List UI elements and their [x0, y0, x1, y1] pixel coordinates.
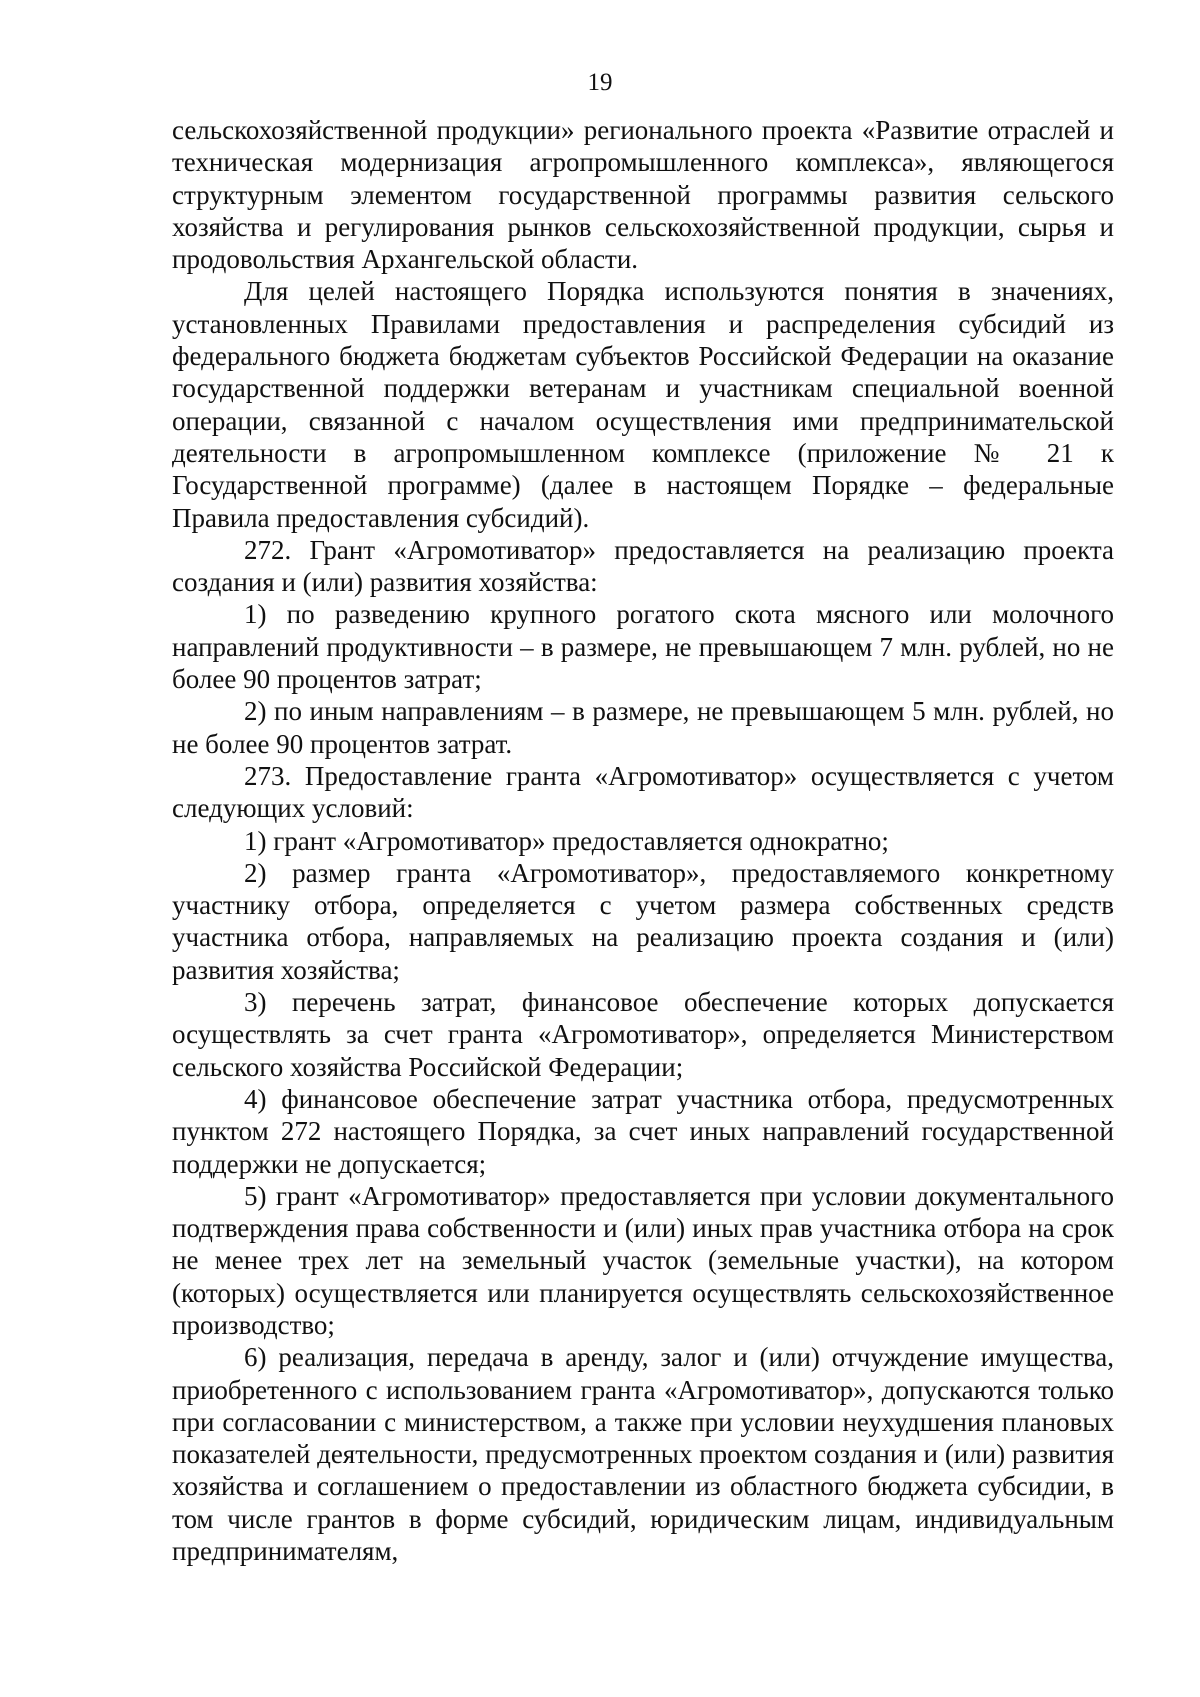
paragraph: 3) перечень затрат, финансовое обеспечение которых допускается осуществлять за счет гранта «Агромотиватор», определяется Министерством сельского хозяйства Российской Федерации; — [172, 987, 1114, 1082]
paragraph: 272. Грант «Агромотиватор» предоставляется на реализацию проекта создания и (или) развития хозяйства: — [172, 534, 1114, 598]
paragraph: 5) грант «Агромотиватор» предоставляется при условии документального подтверждения права собственности и (или) иных прав участника отбора на срок не менее трех лет на земельный участок (земельные участки), на котором (которых) осуществляется или планируется осуществлять сельскохозяйственное производство; — [172, 1180, 1114, 1340]
document-body — [172, 114, 1114, 1567]
paragraph: 2) по иным направлениям – в размере, не превышающем 5 млн. рублей, но не более 90 процентов затрат. — [172, 696, 1114, 759]
paragraph: Для целей настоящего Порядка используются понятия в значениях, установленных Правилами предоставления и распределения субсидий из федерального бюджета бюджетам субъектов Российской Федерации на оказание государственной поддержки ветеранам и участникам специальной военной операции, связанной с началом осуществления ими предпринимательской деятельности в агропромышленном комплексе (приложение № 21 к Государственной программе) (далее в настоящем Порядке – федеральные Правила предоставления субсидий). — [172, 276, 1114, 533]
paragraph: сельскохозяйственной продукции» регионального проекта «Развитие отраслей и техническая модернизация агропромышленного комплекса», являющегося структурным элементом государственной программы развития сельского хозяйства и регулирования рынков сельскохозяйственной продукции, сырья и продовольствия Архангельской области. — [172, 115, 1114, 275]
page-number: 19 — [587, 69, 613, 96]
paragraph: 4) финансовое обеспечение затрат участника отбора, предусмотренных пунктом 272 настоящего Порядка, за счет иных направлений государственной поддержки не допускается; — [172, 1083, 1114, 1179]
paragraph: 1) грант «Агромотиватор» предоставляется однократно; — [244, 825, 889, 856]
paragraph: 1) по разведению крупного рогатого скота мясного или молочного направлений продуктивности – в размере, не превышающем 7 млн. рублей, но не более 90 процентов затрат; — [172, 599, 1114, 695]
paragraph: 6) реализация, передача в аренду, залог и (или) отчуждение имущества, приобретенного с использованием гранта «Агромотиватор», допускаются только при согласовании с министерством, а также при условии неухудшения плановых показателей деятельности, предусмотренных проектом создания и (или) развития хозяйства и соглашением о предоставлении из областного бюджета субсидии, в том числе грантов в форме субсидий, юридическим лицам, индивидуальным предпринимателям, — [172, 1342, 1114, 1567]
paragraph: 2) размер гранта «Агромотиватор», предоставляемого конкретному участнику отбора, определяется с учетом размера собственных средств участника отбора, направляемых на реализацию проекта создания и (или) развития хозяйства; — [172, 857, 1114, 985]
paragraph: 273. Предоставление гранта «Агромотиватор» осуществляется с учетом следующих условий: — [172, 760, 1114, 824]
